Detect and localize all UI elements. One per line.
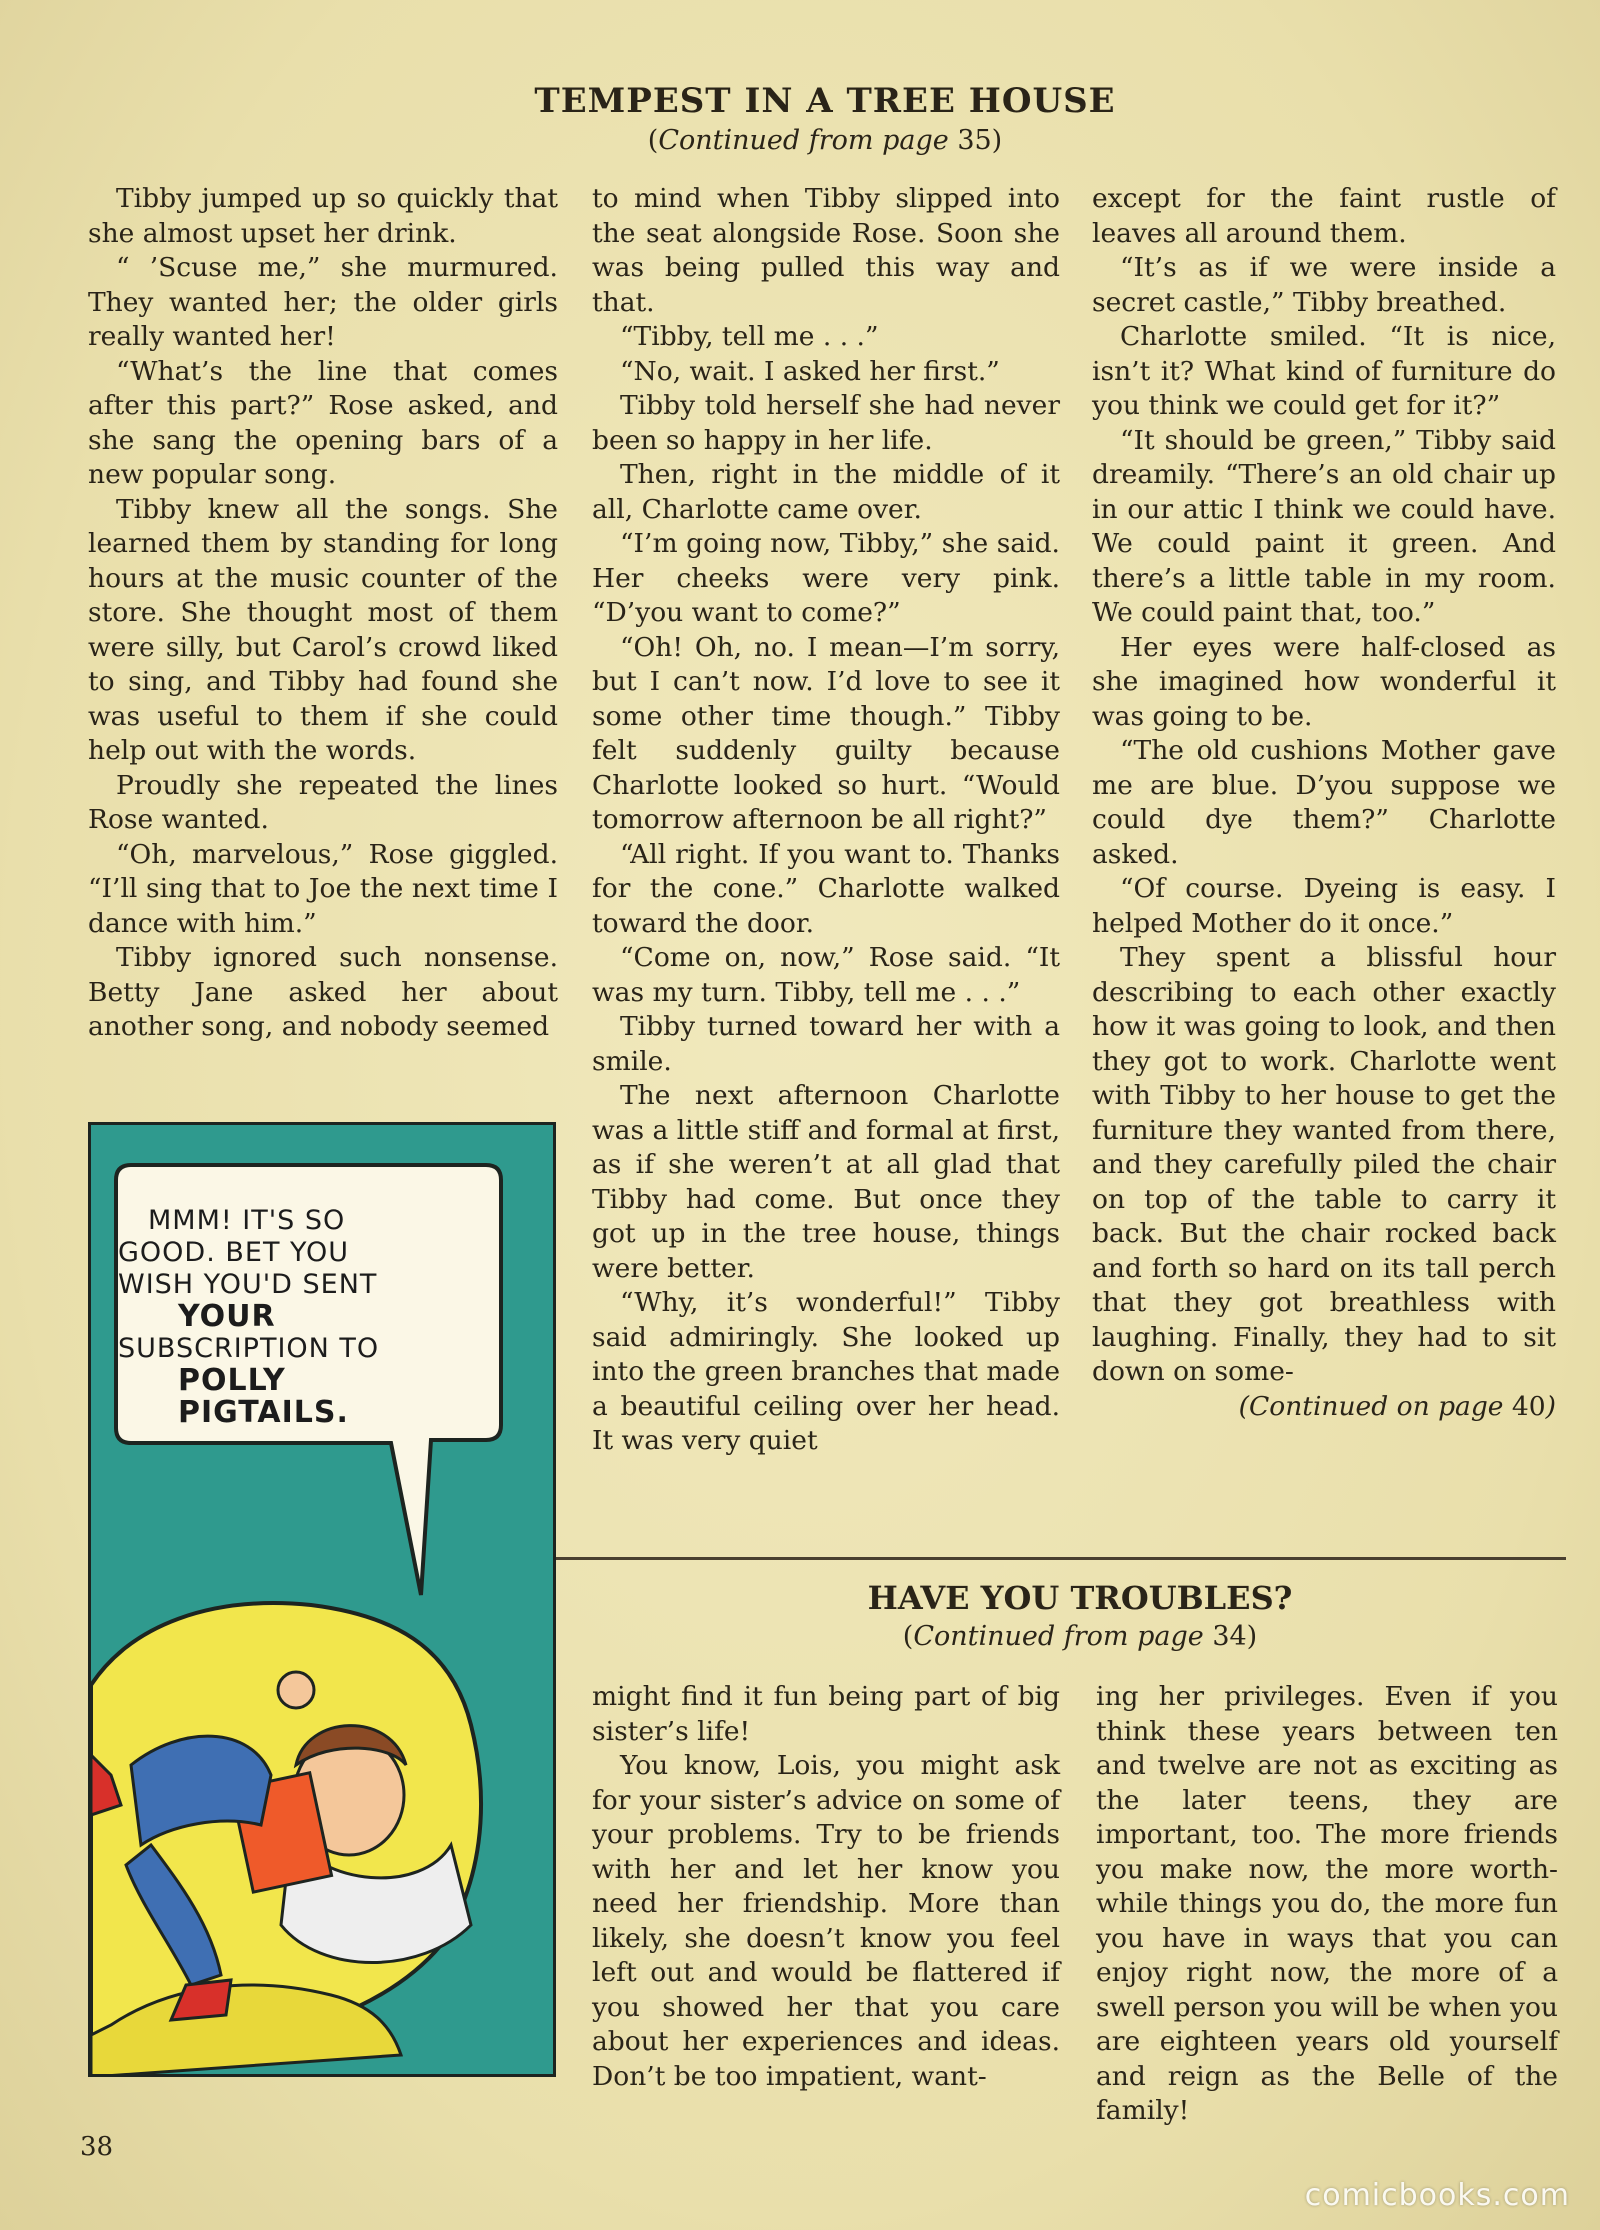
paragraph: “All right. If you want to. Thanks for the cone.” Charlotte walked toward the door. (592, 838, 1060, 939)
story-column-2 (592, 182, 1060, 1459)
paragraph: Tibby ignored such nonsense. Betty Jane asked her about another song, and nobody seemed (88, 942, 558, 1042)
story-2-column-1 (592, 1680, 1060, 2094)
paragraph: Tibby told herself she had never been so happy in her life. (592, 390, 1060, 456)
watermark: comicbooks.com (1304, 2178, 1570, 2213)
story-2-continued-from-note: (Continued from page 34) (902, 1621, 1258, 1652)
story-2-column-2 (1096, 1680, 1558, 2129)
continued-from-page: 35 (957, 125, 992, 156)
paragraph: Charlotte smiled. “It is nice, isn’t it? What kind of furniture do you think we could get for it?” (1092, 321, 1556, 421)
story-header (450, 80, 1200, 158)
ad-line: MMM! IT'S SO (148, 1205, 346, 1236)
paragraph: “Tibby, tell me . . .” (620, 321, 879, 352)
paragraph: “The old cushions Mother gave me are blue. D’you suppose we could dye them?” Charlotte asked. (1092, 735, 1556, 870)
continued-from-label: Continued from page (913, 1621, 1204, 1652)
paragraph: “What’s the line that comes after this part?” Rose asked, and she sang the opening bars of a new popular song. (88, 355, 558, 490)
paragraph: Tibby knew all the songs. She learned them by standing for long hours at the music counter of the store. She thought most of them were silly, but Carol’s crowd liked to sing, and Tibby had found she was useful to them if she could help out with the words. (88, 493, 558, 766)
paragraph: “Why, it’s wonderful!” Tibby said admiringly. She looked up into the green branches that made a beautiful ceiling over her head. It was very quiet (592, 1287, 1060, 1456)
continued-from-page: 34 (1212, 1621, 1247, 1652)
story-2-title: HAVE YOU TROUBLES? (867, 1579, 1293, 1617)
paragraph: Her eyes were half-closed as she imagined how wonderful it was going to be. (1092, 631, 1556, 732)
paragraph: Proudly she repeated the lines Rose wanted. (88, 769, 558, 835)
paragraph: “No, wait. I asked her first.” (620, 355, 1000, 387)
paragraph: You know, Lois, you might ask for your sister’s advice on some of your problems. Try to be friends with her and let her know you need her friendship. More than likely, she doesn’t know you feel left out and would be flattered if you showed her that you care about her experiences and ideas. Don’t be too impatient, want- (592, 1750, 1060, 2092)
paragraph: The next afternoon Charlotte was a little stiff and formal at first, as if she weren’t at all glad that Tibby had come. But once they got up in the tree house, things were better. (592, 1080, 1060, 1284)
story-2-header (700, 1578, 1460, 1654)
paragraph-continuation: might find it fun being part of big sister’s life! (592, 1681, 1060, 1747)
story-column-1 (88, 182, 558, 1045)
ad-speech-bubble (118, 1205, 448, 1429)
paragraph: Then, right in the middle of it all, Charlotte came over. (592, 459, 1060, 525)
paragraph-continuation: to mind when Tibby slipped into the seat alongside Rose. Soon she was being pulled this way and that. (592, 183, 1060, 318)
story-title: TEMPEST IN A TREE HOUSE (534, 81, 1116, 121)
ad-line: SUBSCRIPTION TO (118, 1333, 380, 1364)
ad-line-emphasis: POLLY (178, 1363, 286, 1398)
paragraph: “Of course. Dyeing is easy. I helped Mother do it once.” (1092, 873, 1556, 939)
paragraph: “It should be green,” Tibby said dreamily. “There’s an old chair up in our attic I think we could have. We could paint it green. And there’s a little table in my room. We could paint that, too.” (1092, 424, 1556, 628)
paragraph-continuation: ing her privileges. Even if you think these years between ten and twelve are not as exciting as the later teens, they are important, too. The more friends you make now, the more worth-while things you do, the more fun you have in ways that you can enjoy right now, the more of a swell person you will be when you are eighteen years old yourself and reign as the Belle of the family! (1096, 1681, 1558, 2126)
paragraph: “Come on, now,” Rose said. “It was my turn. Tibby, tell me . . .” (592, 942, 1060, 1008)
section-divider (556, 1557, 1566, 1560)
paragraph: Tibby turned toward her with a smile. (592, 1011, 1060, 1077)
paragraph-continuation: except for the faint rustle of leaves all around them. (1092, 183, 1556, 249)
ad-line: GOOD. BET YOU (118, 1237, 350, 1268)
paragraph: “ ’Scuse me,” she murmured. They wanted her; the older girls really wanted her! (88, 252, 558, 352)
paragraph: They spent a blissful hour describing to each other exactly how it was going to look, and then they got to work. Charlotte went with Tibby to her house to get the furniture they wanted from there, and they carefully piled the chair on top of the table to carry it back. But the chair rocked back and forth so hard on its tall perch that they got breathless with laughing. Finally, they had to sit down on some- (1092, 942, 1556, 1387)
ad-line-emphasis: YOUR (178, 1299, 276, 1334)
paragraph: “I’m going now, Tibby,” she said. Her cheeks were very pink. “D’you want to come?” (592, 528, 1060, 628)
paragraph: Tibby jumped up so quickly that she almost upset her drink. (88, 183, 558, 249)
ad-line: WISH YOU'D SENT (118, 1269, 378, 1300)
ad-line-emphasis: PIGTAILS. (178, 1395, 349, 1430)
continued-on-note: (Continued on page 40) (1238, 1390, 1556, 1422)
paragraph: “Oh! Oh, no. I mean—I’m sorry, but I can’t now. I’d love to see it some other time though.” Tibby felt suddenly guilty because Charlotte looked so hurt. “Would tomorrow afternoon be all right?” (592, 631, 1060, 835)
continued-from-note: (Continued from page 35) (647, 125, 1003, 156)
page-number: 38 (80, 2132, 114, 2162)
continued-from-label: Continued from page (658, 125, 949, 156)
continued-on-label: Continued on page (1249, 1390, 1504, 1422)
paragraph: “It’s as if we were inside a secret castle,” Tibby breathed. (1092, 252, 1556, 318)
story-column-3 (1092, 182, 1556, 1424)
paragraph: “Oh, marvelous,” Rose giggled. “I’ll sing that to Joe the next time I dance with him.” (88, 838, 558, 939)
continued-on-page: 40 (1511, 1390, 1546, 1422)
